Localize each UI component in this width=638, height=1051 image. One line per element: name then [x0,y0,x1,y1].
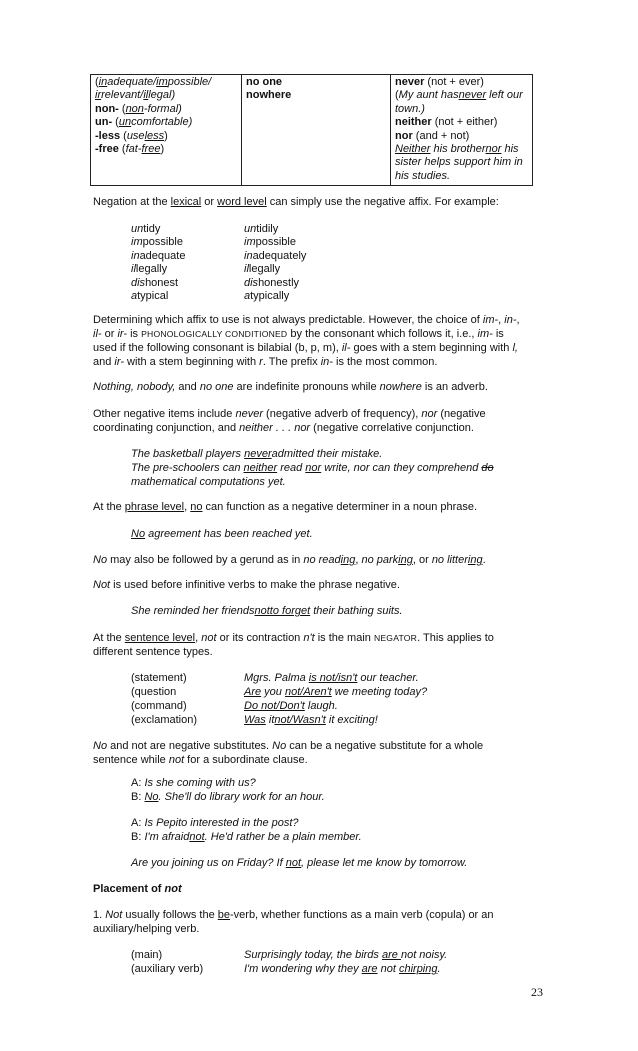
example-sentence-3: She reminded her friendsnotto forget their bathing suits. [131,605,403,617]
list-item: dishonest dishonestly [131,276,300,289]
phrase-level-paragraph: At the phrase level, no can function as a negative determiner in a noun phrase. [93,501,478,513]
placement-examples [131,948,531,976]
list-item: (command) Do not/Don't laugh. [131,700,338,712]
dialogue-1: A: Is she coming with us? B: No. She'll do library work for an hour. [131,777,325,803]
adverb-cell: never (not + ever) (My aunt hasnever left our town.) neither (not + either) nor (and + not) Neither his brothernor his sister helps support him in his studies. [391,75,533,186]
sentence-types-list [131,671,531,727]
example-sentences-1: The basketball players neveradmitted their mistake. The pre-schoolers can neither read nor write, nor can they comprehend do mathematical computations yet. [131,448,494,488]
example-sentence-4: Are you joining us on Friday? If not, please let me know by tomorrow. [131,857,468,869]
list-item: untidy untidily [131,223,279,235]
list-item: (exclamation) Was itnot/Wasn't it exciting! [131,714,378,726]
list-item: (statement) Mgrs. Palma is not/isn't our teacher. [131,672,419,684]
negation-table [90,74,533,186]
affix-cell: (inadequate/impossible/ irrelevant/illegal) non- (non-formal) un- (uncomfortable) -less (useless) -free (fat-free) [91,75,242,186]
list-item: (auxiliary verb) I'm wondering why they are not chirping. [131,963,441,975]
lexical-paragraph: Negation at the lexical or word level can simply use the negative affix. For example: [93,196,499,208]
gerund-paragraph: No may also be followed by a gerund as in no reading, no parking, or no littering. [93,554,486,566]
list-item: inadequate inadequately [131,249,307,262]
sentence-level-paragraph: At the sentence level, not or its contraction n't is the main NEGATOR. This applies to different sentence types. [93,632,494,658]
affix-word-list [131,222,391,302]
example-sentence-2: No agreement has been reached yet. [131,528,313,540]
negative-items-paragraph: Other negative items include never (negative adverb of frequency), nor (negative coordinating conjunction, and neither . . . nor (negative correlative conjunction. [93,408,486,434]
infinitive-paragraph: Not is used before infinitive verbs to make the phrase negative. [93,579,400,591]
table-row [91,75,533,186]
page-number: 23 [531,985,543,999]
pronoun-paragraph: Nothing, nobody, and no one are indefinite pronouns while nowhere is an adverb. [93,381,488,393]
substitutes-paragraph: No and not are negative substitutes. No can be a negative substitute for a whole sentence while not for a subordinate clause. [93,740,484,766]
list-item: illegally illegally [131,263,281,276]
dialogue-2: A: Is Pepito interested in the post? B: I'm afraidnot. He'd rather be a plain member. [131,817,362,843]
indefinite-cell: no one nowhere [242,75,391,186]
phonology-paragraph: Determining which affix to use is not always predictable. However, the choice of im-, in-, il- or ir- is PHONOLOGICALLY CONDITIONED by the consonant which follows it, i.e., im- is used if the following consonant is bilabial (b, p, m), il- goes with a stem beginning with l, and ir- with a stem beginning with r. The prefix in- is the most common. [93,314,520,368]
list-item: atypical atypically [131,289,290,302]
placement-rule-paragraph: 1. Not usually follows the be-verb, whether functions as a main verb (copula) or an auxiliary/helping verb. [93,909,494,935]
section-heading: Placement of not [93,883,182,895]
list-item: impossible impossible [131,236,296,249]
list-item: (main) Surprisingly today, the birds are not noisy. [131,949,448,961]
list-item: (question Are you not/Aren't we meeting today? [131,686,428,698]
